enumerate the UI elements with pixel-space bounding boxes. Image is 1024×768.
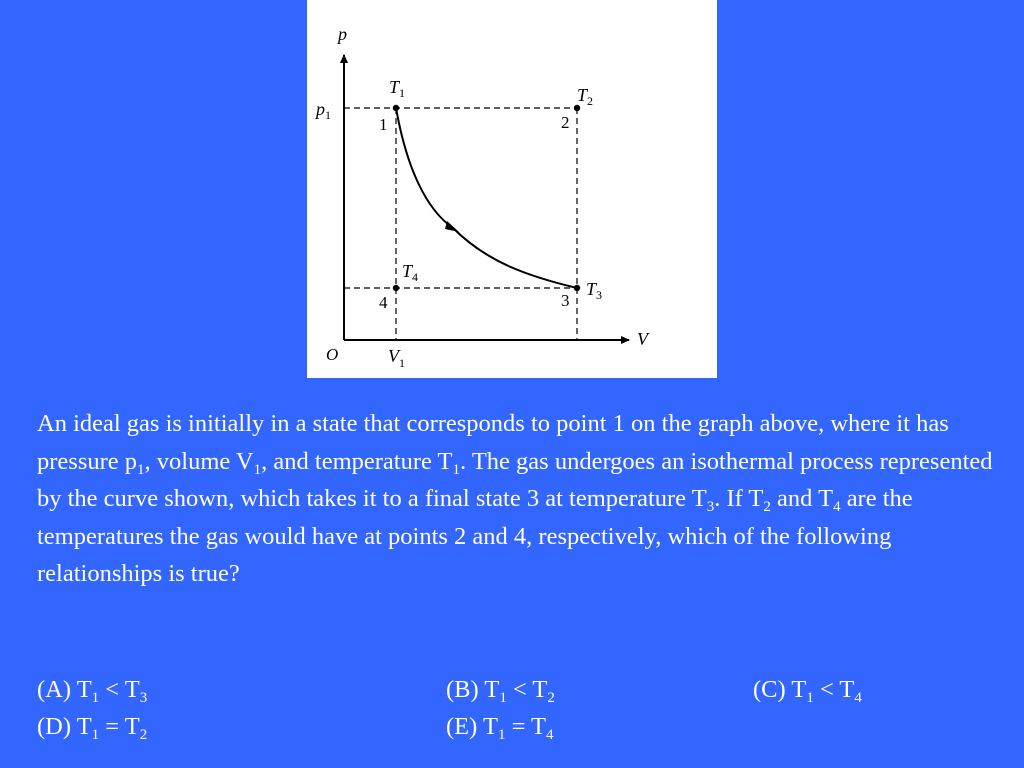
pv-diagram-figure: [307, 0, 717, 378]
point-number-4: 4: [379, 293, 388, 312]
state-point-3: [574, 285, 580, 291]
point-number-1: 1: [379, 115, 388, 134]
pv-diagram: [307, 0, 717, 378]
temp-label-t3: $T_3$: [586, 279, 603, 302]
choice-b: (B) $T_1 < T_2$: [446, 676, 555, 706]
p1-label: $p_1$: [316, 99, 331, 122]
point-number-2: 2: [561, 113, 570, 132]
choice-d: (D) $T_1 = T_2$: [37, 713, 148, 743]
question-text: An ideal gas is initially in a state that corresponds to point 1 on the graph above, where it has pressure $p_1$, volume $V_1$, and temperature $T_1$. The gas undergoes an isothermal process represented by the curve shown, which takes it to a final state 3 at temperature $T_3$. If $T_2$ and $T_4$ are the temperatures the gas would have at points 2 and 4, respectively, which of the following relationships is true?: [37, 410, 993, 588]
temp-label-t4: $T_4$: [402, 261, 419, 284]
state-point-1: [393, 105, 399, 111]
choice-c: (C) $T_1 < T_4$: [753, 676, 862, 706]
curve-direction-arrow: [445, 221, 459, 232]
state-point-2: [574, 105, 580, 111]
temp-label-t1: $T_1$: [389, 77, 406, 100]
p-axis-label: p: [338, 24, 347, 44]
temp-label-t2: $T_2$: [577, 85, 594, 108]
v1-label: $V_1$: [388, 346, 405, 370]
choice-a: (A) $T_1 < T_3$: [37, 676, 148, 706]
origin-label: O: [326, 345, 339, 364]
choice-e: (E) $T_1 = T_4$: [446, 713, 554, 743]
isotherm-curve: [396, 108, 577, 288]
v-axis-label: V: [637, 329, 648, 349]
state-point-4: [393, 285, 399, 291]
point-number-3: 3: [561, 291, 570, 310]
